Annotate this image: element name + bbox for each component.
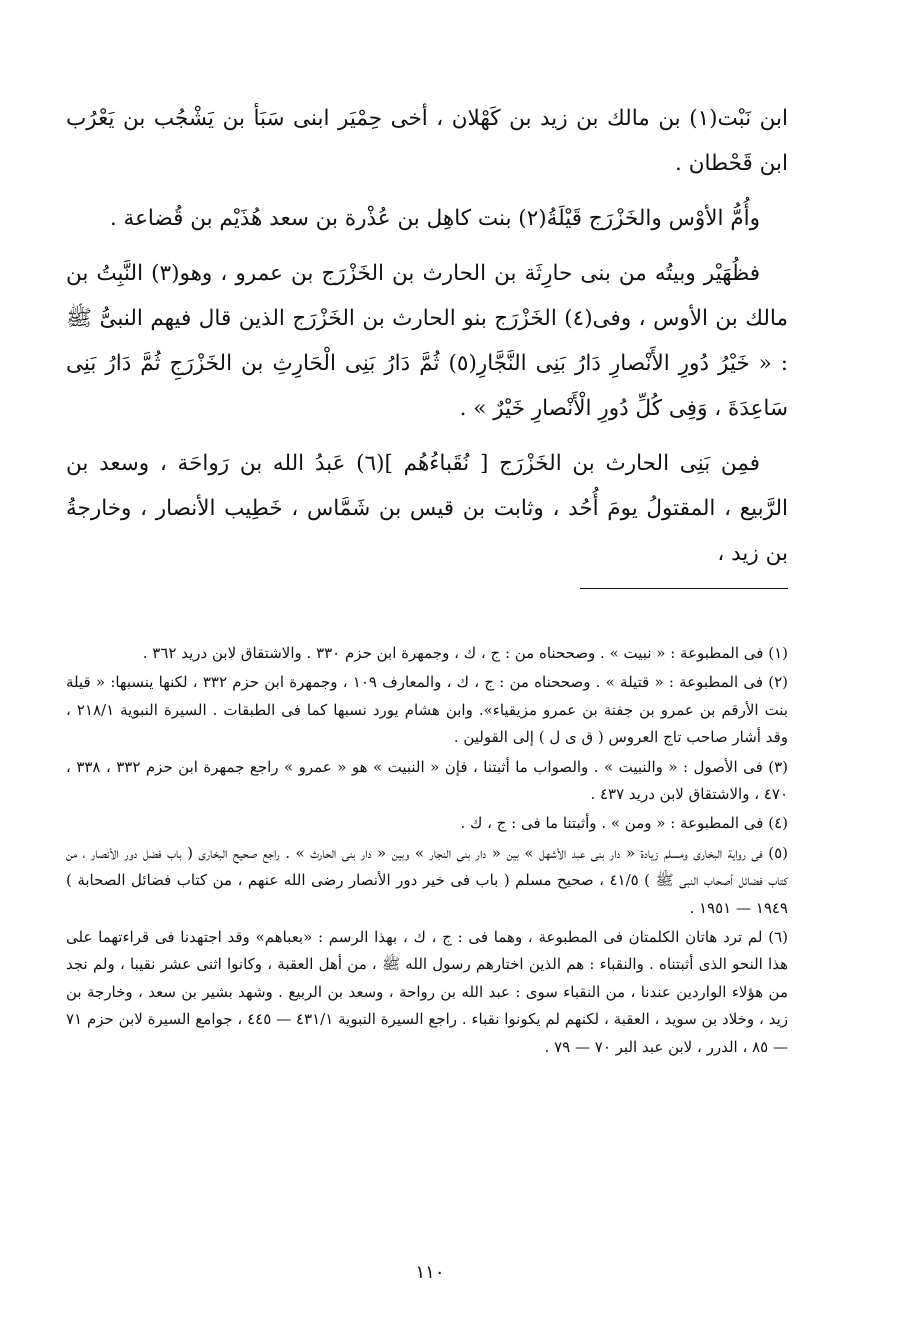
paragraph: فظُهَيْر وبيتُه من بنى حارِثَة بن الحارث بن الخَزْرَج بن عمرو ، وهو(٣) النَّبِتُ بن مالك بن الأوس ، وفى(٤) الخَزْرَج بنو الحارث بن الخَزْرَج الذين قال فيهم النبىُّ ﷺ : « خَيْرُ دُورِ الأَنْصارِ دَارُ بَنِى النَّجَّارِ(٥) ثُمَّ دَارُ بَنِى الْحَارِثِ بن الخَزْرَجِ ثُمَّ دَارُ بَنِى سَاعِدَةَ ، وَفِى كُلِّ دُورِ الْأَنْصارِ خَيْرٌ » . <box>66 261 788 421</box>
paragraph: وأُمُّ الأوْس والخَزْرَج قَيْلَةُ(٢) بنت كاهِل بن عُذْرة بن سعد هُذَيْم بن قُضاعة . <box>109 206 760 231</box>
footnote: (٣) فى الأصول : « والنبيت » . والصواب ما أثبتنا ، فإن « النبيت » هو « عمرو » راجع جمهرة ابن حزم ٣٣٢ ، ٣٣٨ ، ٤٧٠ ، والاشتقاق لابن دريد ٤٣٧ . <box>66 757 788 804</box>
footnote: (٢) فى المطبوعة : « قتيلة » . وصححناه من : ج ، ك ، والمعارف ١٠٩ ، وجمهرة ابن حزم ٣٣٢ ، لكنها ينسبها: « قيلة بنت الأرقم بن عمرو بن جفنة بن عمرو مزيقياء». وابن هشام يورد نسبها كما فى الطبقات . السيرة النبوية ٢١٨/١ ، وقد أشار صاحب تاج العروس ( ق ى ل ) إلى القولين . <box>66 673 789 747</box>
page-number: ١١٠ <box>415 1262 445 1283</box>
footnotes <box>66 640 788 1063</box>
footnote: (٤) فى المطبوعة : « ومن » . وأثبتنا ما فى : ج ، ك . <box>460 814 788 833</box>
paragraph: فمِن بَنِى الحارث بن الخَزْرَج [ نُقَباءُهُم ](٦) عَبدُ الله بن رَواحَة ، وسعد بن الرَّبيع ، المقتولُ يومَ أُحُد ، وثابت بن قيس بن شَمَّاس ، خَطِيب الأنصار ، وخارجةُ بن زيد ، <box>66 451 788 566</box>
footnote-separator <box>580 588 788 589</box>
footnote: (١) فى المطبوعة : « نبيت » . وصححناه من : ج ، ك ، وجمهرة ابن حزم ٣٣٠ . والاشتقاق لابن دريد ٣٦٢ . <box>142 644 788 662</box>
main-text <box>66 96 788 586</box>
footnote: (٦) لم ترد هاتان الكلمتان فى المطبوعة ، وهما فى : ج ، ك ، بهذا الرسم : «بعباهم» وقد اجتهدنا فى قراءتهما على هذا النحو الذى أثبتناه . والنقباء : هم الذين اختارهم رسول الله ﷺ ، من أهل العقبة ، وكانوا اثنى عشر نقيبا ، ولم نجد من هؤلاء الواردين عندنا ، من النقباء سوى : عبد الله بن رواحة ، وسعد بن الربيع . وشهد بشير بن سعد ، وخارجة بن زيد ، وخلاد بن سويد ، العقبة ، لكنهم لم يكونوا نقباء . راجع السيرة النبوية ٤٣١/١ — ٤٤٥ ، جوامع السيرة لابن حزم ٧١ — ٨٥ ، الدرر ، لابن عبد البر ٧٠ — ٧٩ . <box>66 928 789 1056</box>
paragraph: ابن نَبْت(١) بن مالك بن زيد بن كَهْلان ، أخى حِمْيَر ابنى سَبَأ بن يَشْجُب بن يَعْرُب ابن قَحْطان . <box>66 106 788 176</box>
footnote: (٥) فى رواية البخارى ومسلم زيادة « دار بنى عبد الأشهل » بين « دار بنى النجار » وبين « دار بنى الحارث » . راجع صحيح البخارى ( باب فضل دور الأنصار ، من كتاب فضائل أصحاب النبى ﷺ ) ٤١/٥ ، صحيح مسلم ( باب فى خير دور الأنصار رضى الله عنهم ، من كتاب فضائل الصحابة ) ١٩٤٩ — ١٩٥١ . <box>66 843 788 917</box>
